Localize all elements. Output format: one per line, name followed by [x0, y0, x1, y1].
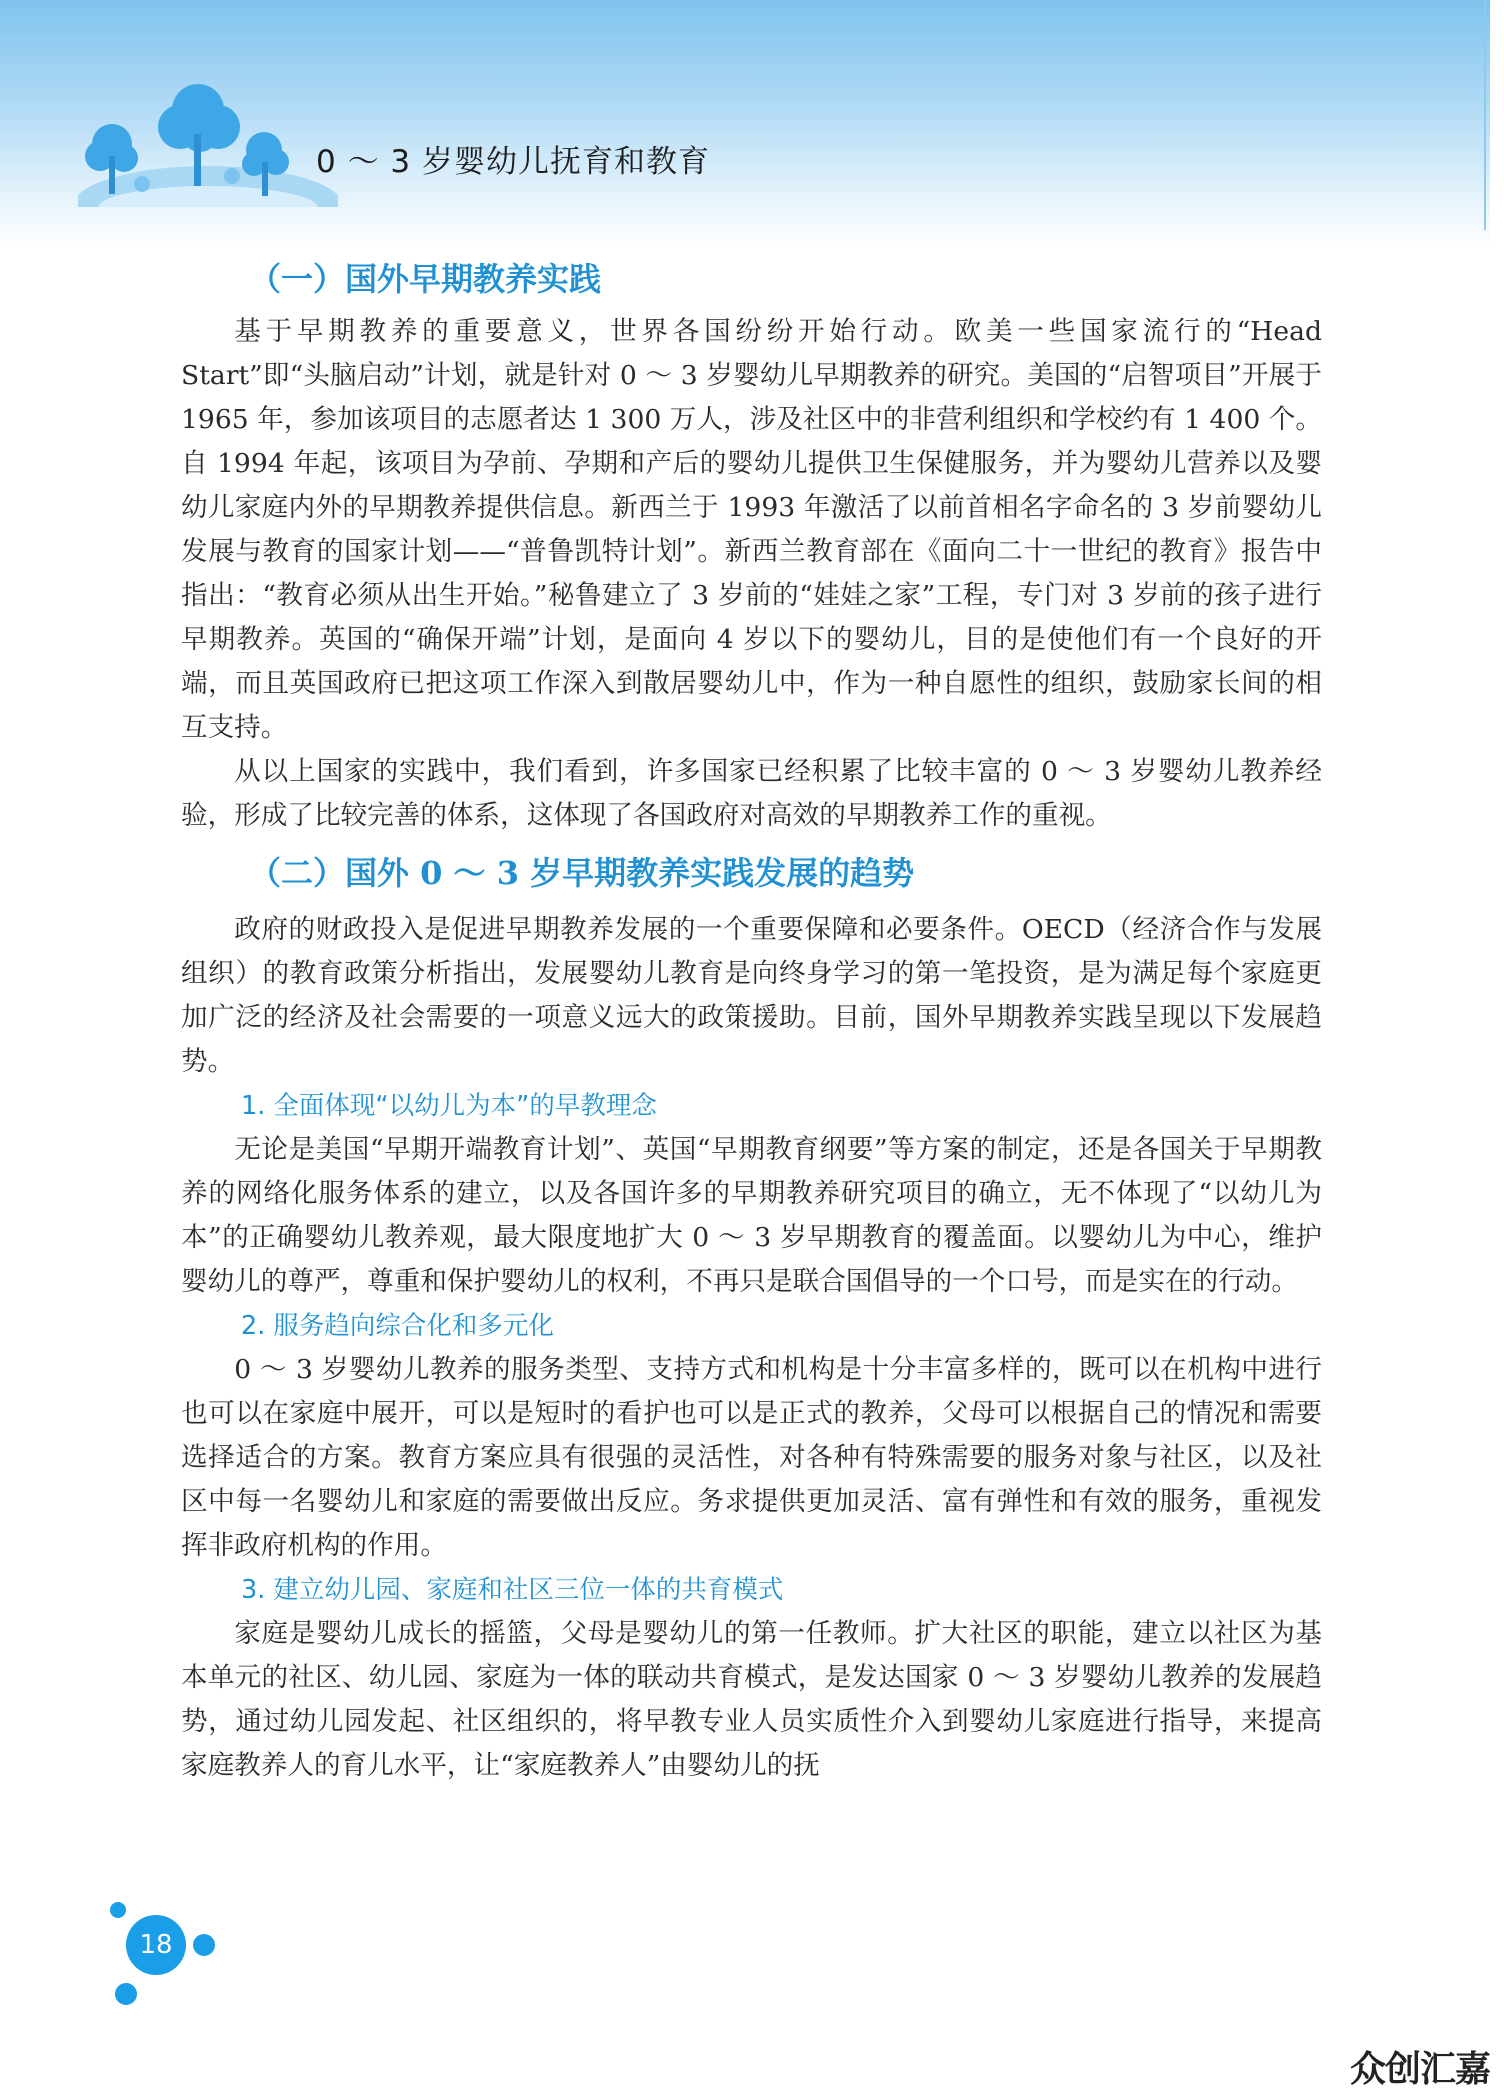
page-edge-line — [1484, 0, 1486, 230]
watermark: 众创汇嘉 — [1350, 2049, 1491, 2090]
subheading: 3. 建立幼儿园、家庭和社区三位一体的共育模式 — [241, 1575, 784, 1605]
paragraph: 无论是美国“早期开端教育计划”、英国“早期教育纲要”等方案的制定，还是各国关于早期教养的网络化服务体系的建立，以及各国许多的早期教养研究项目的确立，无不体现了“以幼儿为本”的正确婴幼儿教养观，最大限度地扩大 0 ～ 3 岁早期教育的覆盖面。以婴幼儿为中心，维护婴幼儿的尊严，尊重和保护婴幼儿的权利，不再只是联合国倡导的一个口号，而是实在的行动。 — [181, 1134, 1322, 1297]
main-content — [181, 248, 1322, 1788]
page-number: 18 — [139, 1930, 173, 1960]
paragraph: 政府的财政投入是促进早期教养发展的一个重要保障和必要条件。OECD（经济合作与发展组织）的教育政策分析指出，发展婴幼儿教育是向终身学习的第一笔投资，是为满足每个家庭更加广泛的经济及社会需要的一项意义远大的政策援助。目前，国外早期教养实践呈现以下发展趋势。 — [181, 914, 1322, 1077]
section-heading: （二）国外 0 ～ 3 岁早期教养实践发展的趋势 — [249, 854, 915, 892]
subheading: 1. 全面体现“以幼儿为本”的早教理念 — [241, 1091, 657, 1121]
section-heading: （一）国外早期教养实践 — [249, 260, 602, 298]
trees-illustration — [78, 72, 338, 207]
paragraph: 0 ～ 3 岁婴幼儿教养的服务类型、支持方式和机构是十分丰富多样的，既可以在机构中进行也可以在家庭中展开，可以是短时的看护也可以是正式的教养，父母可以根据自己的情况和需要选择适合的方案。教育方案应具有很强的灵活性，对各种有特殊需要的服务对象与社区，以及社区中每一名婴幼儿和家庭的需要做出反应。务求提供更加灵活、富有弹性和有效的服务，重视发挥非政府机构的作用。 — [181, 1354, 1322, 1561]
book-title: 0 ～ 3 岁婴幼儿抚育和教育 — [316, 144, 711, 180]
paragraph: 基于早期教养的重要意义，世界各国纷纷开始行动。欧美一些国家流行的“Head Start”即“头脑启动”计划，就是针对 0 ～ 3 岁婴幼儿早期教养的研究。美国的“启智项目”开展于 1965 年，参加该项目的志愿者达 1 300 万人，涉及社区中的非营利组织和学校约有 1 400 个。自 1994 年起，该项目为孕前、孕期和产后的婴幼儿提供卫生保健服务，并为婴幼儿营养以及婴幼儿家庭内外的早期教养提供信息。新西兰于 1993 年激活了以前首相名字命名的 3 岁前婴幼儿发展与教育的国家计划——“普鲁凯特计划”。新西兰教育部在《面向二十一世纪的教育》报告中指出：“教育必须从出生开始。”秘鲁建立了 3 岁前的“娃娃之家”工程，专门对 3 岁前的孩子进行早期教养。英国的“确保开端”计划，是面向 4 岁以下的婴幼儿，目的是使他们有一个良好的开端，而且英国政府已把这项工作深入到散居婴幼儿中，作为一种自愿性的组织，鼓励家长间的相互支持。 — [181, 316, 1322, 743]
subheading: 2. 服务趋向综合化和多元化 — [241, 1311, 554, 1341]
paragraph: 家庭是婴幼儿成长的摇篮，父母是婴幼儿的第一任教师。扩大社区的职能，建立以社区为基本单元的社区、幼儿园、家庭为一体的联动共育模式，是发达国家 0 ～ 3 岁婴幼儿教养的发展趋势，通过幼儿园发起、社区组织的，将早教专业人员实质性介入到婴幼儿家庭进行指导，来提高家庭教养人的育儿水平，让“家庭教养人”由婴幼儿的抚 — [181, 1618, 1322, 1781]
paragraph: 从以上国家的实践中，我们看到，许多国家已经积累了比较丰富的 0 ～ 3 岁婴幼儿教养经验，形成了比较完善的体系，这体现了各国政府对高效的早期教养工作的重视。 — [181, 756, 1322, 831]
